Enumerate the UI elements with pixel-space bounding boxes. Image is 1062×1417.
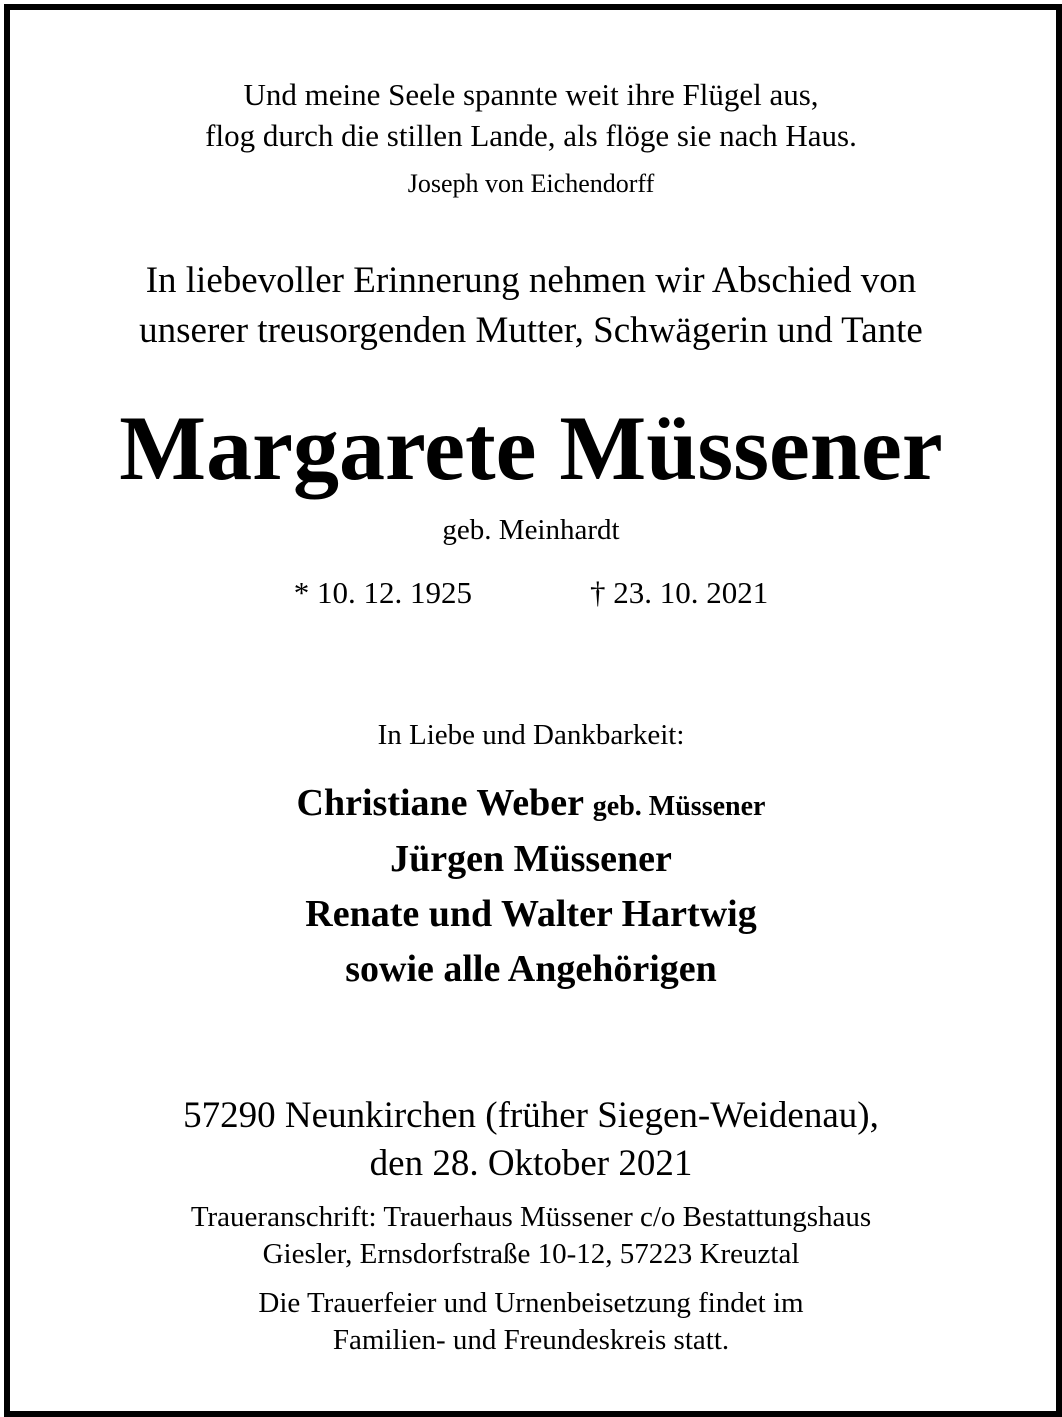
poem-line-1: Und meine Seele spannte weit ihre Flügel aus,: [243, 77, 819, 112]
birth-date: * 10. 12. 1925: [293, 575, 472, 610]
address-line-1: Traueranschrift: Trauerhaus Müssener c/o Bestattungshaus: [190, 1201, 872, 1233]
poem-line-2: flog durch die stillen Lande, als flöge sie nach Haus.: [205, 118, 857, 153]
address-line-2: Giesler, Ernsdorfstraße 10-12, 57223 Kreuztal: [262, 1238, 800, 1270]
mourner-line-2: Jürgen Müssener: [390, 838, 672, 880]
mourner-maiden-note: geb. Müssener: [592, 791, 766, 822]
ceremony-line-1: Die Trauerfeier und Urnenbeisetzung findet im: [258, 1287, 804, 1319]
maiden-name: geb. Meinhardt: [442, 514, 620, 546]
mourner-name: Christiane Weber: [296, 782, 584, 824]
poem-author: Joseph von Eichendorff: [407, 169, 655, 198]
intro-line-1: In liebevoller Erinnerung nehmen wir Abschied von: [145, 260, 917, 301]
mourners-heading: In Liebe und Dankbarkeit:: [377, 719, 685, 751]
mourner-line-3: Renate und Walter Hartwig: [305, 893, 757, 935]
mourner-line-1: [0, 784, 1062, 822]
mourner-line-4: sowie alle Angehörigen: [345, 948, 717, 990]
intro-line-2: unserer treusorgenden Mutter, Schwägerin und Tante: [139, 310, 923, 351]
death-date: † 23. 10. 2021: [590, 575, 769, 610]
place-line-1: 57290 Neunkirchen (früher Siegen-Weidenau),: [183, 1095, 879, 1136]
deceased-name: Margarete Müssener: [119, 397, 943, 499]
place-line-2: den 28. Oktober 2021: [369, 1143, 693, 1184]
life-dates: [0, 577, 1062, 608]
ceremony-line-2: Familien- und Freundeskreis statt.: [332, 1324, 730, 1356]
